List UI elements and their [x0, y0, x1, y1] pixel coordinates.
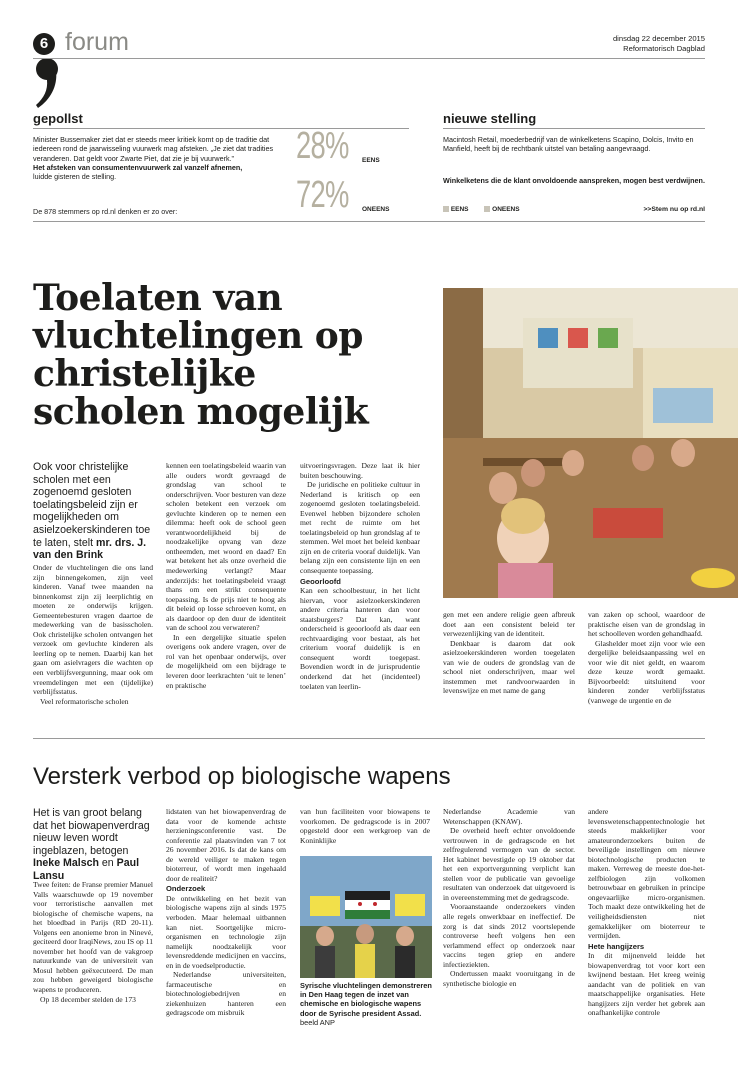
new-statement-intro: Macintosh Retail, moederbedrijf van de winkelketens Scapino, Dolcis, Invito en Manfield, heeft bij de rechtbank uitstel van betaling aangevraagd.	[443, 135, 694, 154]
header-newspaper: Reformatorisch Dagblad	[623, 44, 705, 53]
legend-disagree: ONEENS	[492, 206, 520, 213]
poll-statement: Het afsteken van consumentenvuurwerk zal vanzelf afnemen,	[33, 162, 243, 172]
classroom-photo	[443, 288, 738, 598]
article2-col5: andere levenswetenschappentechnologie het steeds makkelijker voor amateuronderzoekers buiten de beveiligde instellingen om nieuwe biotechnologische producten te maken. Verreweg de meeste doe-het-zelfbiologen zijn volkomen betrouwbaar en gebruiken in principe ongevaarlijke micro-organismen. Toch maakt deze ontwikkeling het de veiligheidsdiensten niet gemakkelijker om bioterreur te vermijden. Hete hangijzers In dit mijnenveld leidde het biowapenverdrag tot voor kort een kwijnend bestaan. Het kreeg weinig aandacht van de politiek en van maatschappelijke organisaties. Hete hangijzers zijn verder het gebrek aan onafhankelijke controle	[588, 807, 705, 1018]
article2-headline: Versterk verbod op biologische wapens	[33, 763, 451, 790]
new-statement-text: Winkelketens die de klant onvoldoende aanspreken, mogen best verdwijnen.	[443, 176, 705, 185]
legend-disagree-swatch	[484, 206, 490, 212]
article2-col3: van hun faciliteiten voor biowapens te voorkomen. De gedragscode is in 2007 opgesteld door een werkgroep van de Koninklijke	[300, 807, 430, 845]
photo-caption-text: Syrische vluchtelingen demonstreren in Den Haag tegen de inzet van chemische en biologische wapens door de Syrische president Assad.	[300, 981, 432, 1018]
header-date: dinsdag 22 december 2015	[612, 34, 705, 43]
poll-intro: Minister Bussemaker ziet dat er steeds meer kritiek komt op de traditie dat iedereen rond de jaarwisseling vuurwerk mag afsteken. „Je ziet dat tradities veranderen. Dat geldt voor Zwarte Piet, dat zie je bij vuurwerk.” Het afsteken van consumentenvuurwerk zal vanzelf afnemen, luidde gisteren de stelling.	[33, 135, 274, 182]
photo-caption	[300, 981, 432, 1027]
article2-author1: Ineke Malsch	[33, 857, 99, 870]
article2-col4: Nederlandse Academie van Wetenschappen (KNAW). De overheid heeft echter onvoldoende vertrouwen in de gedragscode en het zelfregulerend vermogen van de sector. Het kabinet bevestigde op 19 oktober dat het een exportvergunning verplicht kan stellen voor de publicatie van gevoelige resultaten van onderzoek dat uitgevoerd is in overeenstemming met de gedragscode. Vooraanstaande onderzoekers vinden alle regels onwerkbaar en ineffectief. De zorg is dat sinds 2012 voortslepende controverse heeft volgens hen een verlammend effect op onderzoek naar vaccins tegen griep en andere infectieziekten. Ondertussen maakt vooruitgang in de synthetische biologie en	[443, 807, 575, 988]
vote-legend	[443, 206, 520, 213]
new-statement-title: nieuwe stelling	[443, 111, 537, 126]
article1-lead: Ook voor christelijke scholen met een zogenoemd gesloten toelatingsbeleid zijn er mogelijkheden om asielzoekerskinderen toe te laten, stelt mr. drs. J. van den Brink	[33, 461, 151, 562]
new-statement-rule	[443, 128, 705, 129]
page-number: 6	[39, 35, 49, 52]
page-number-badge	[33, 33, 55, 55]
header-rule	[33, 58, 705, 59]
article1-col3: uitvoeringsvragen. Deze laat ik hier buiten beschouwing. De juridische en politieke cultuur in Nederland is kritisch op een zogenoemd gesloten toelatingsbeleid. Evenwel hebben bijzondere scholen met recht de ruimte om het toelatingsbeleid op hun grondslag af te stemmen. Wel moet het beleid kenbaar zijn en de criteria vooraf duidelijk. Van belang zijn een consistente lijn en een consequente toepassing. Geoorloofd Kan een schoolbestuur, in het licht hiervan, voor asielzoekerskinderen andere criteria hanteren dan voor staatsburgers? Dat kan, want onderscheid is geoorloofd als daar een rechtvaardiging voor bestaat, als het criterium vooraf duidelijk is en consequent wordt toegepast. Bovendien wordt in de jurisprudentie onderkend dat het (incidenteel) toelaten van leerlin-	[300, 461, 420, 691]
article2-subhead-2: Hete hangijzers	[588, 941, 645, 951]
article1-subhead: Geoorloofd	[300, 576, 341, 586]
article1-headline: Toelaten van vluchtelingen op christelijke scholen mogelijk	[33, 277, 369, 433]
poll-agree-label: EENS	[362, 157, 380, 164]
poll-disagree-label: ONEENS	[362, 206, 390, 213]
vote-link[interactable]: >>Stem nu op rd.nl	[643, 206, 705, 213]
article1-col4: gen met een andere religie geen afbreuk doet aan een consistent beleid ter verwezenlijking van de identiteit. Denkbaar is daarom dat ook asielzoekerskinderen worden toegelaten van wie de ouders de grondslag van de school niet onderschrijven, maar wel instemmen met randvoorwaarden in levenswijze en met name de gang	[443, 610, 575, 696]
poll-bottom-rule	[33, 221, 705, 222]
legend-agree-swatch	[443, 206, 449, 212]
article-divider	[33, 738, 705, 739]
poll-disagree-percent: 72%	[296, 174, 349, 216]
poll-rule	[33, 128, 409, 129]
article2-col1: Twee feiten: de Franse premier Manuel Valls waarschuwde op 19 november voor terroristische aanvallen met biologische of chemische wapens, na het bloedbad in Parijs (RD 20-11). Volgens een anonieme bron in Ninevé, geciteerd door IraqiNews, zou IS op 11 november het hoofd van de vakgroep natuurkunde van de universiteit van Mosul hebben geëxecuteerd. De man zou hebben geweigerd biologische wapens te produceren. Op 18 december stelden de 173	[33, 880, 153, 1004]
article2-lead: Het is van groot belang dat het biowapenverdrag nieuw leven wordt ingeblazen, betogen Ineke Malsch en Paul Lansu	[33, 807, 150, 882]
article1-col2: kennen een toelatingsbeleid waarin van alle ouders wordt gevraagd de grondslag van school te onderschrijven. Voor besturen van deze scholen betekent een verzoek om gevluchte kinderen op te nemen een dilemma: heeft ook de school geen verantwoordelijkheid bij de noodzakelijke opvang van deze ontheemden, met woord en daad? En wat betekent het als onze overheid die medewerking verlangt? Maar anderzijds: het toelatingsbeleid vraagt thans om een strikt consequente toepassing. Is de prijs niet te hoog als dit beleid op losse schroeven komt, en als daardoor op den duur de identiteit van de school zou verwateren? In een dergelijke situatie spelen overigens ook andere vragen, over de rol van het openbaar onderwijs, over de mogelijkheid om een bijdrage te leveren door leerkrachten ‘uit te lenen’ en praktische	[166, 461, 286, 690]
poll-statement-rest: luidde gisteren de stelling.	[33, 172, 117, 182]
poll-voters: De 878 stemmers op rd.nl denken er zo over:	[33, 207, 178, 216]
section-title: forum	[65, 28, 129, 56]
article1-col5: van zaken op school, waardoor de praktische eisen van de grondslag in het schoolleven worden gehandhaafd. Glashelder moet zijn voor wie een dergelijke beleidsaanpassing wel en voor wie dit niet geldt, en waarom deze keuze wordt gemaakt. Bijvoorbeeld: uitsluitend voor kinderen zonder verblijfsstatus (vanwege de urgentie en de	[588, 610, 705, 705]
protest-photo	[300, 856, 432, 978]
poll-title: gepollst	[33, 111, 83, 126]
article1-col1: Onder de vluchtelingen die ons land zijn binnengekomen, zijn veel kinderen. Vanaf twee maanden na binnenkomst zijn zij leerplichtig en moeten ze onderwijs krijgen. Gemeentebesturen vragen daartoe de medewerking van de basisscholen. Ook christelijke scholen ontvangen het verzoek om gevluchte kinderen als leerling op te nemen. Daarbij kan het gaan om asielvragers die wachten op een verblijfsvergunning, maar ook om vreemdelingen met een (tijdelijke) verblijfsstatus. Veel reformatorische scholen	[33, 563, 153, 706]
article1-author: mr. drs. J. van den Brink	[33, 536, 147, 562]
article2-subhead-1: Onderzoek	[166, 884, 206, 894]
photo-credit: beeld ANP	[300, 1017, 335, 1027]
legend-agree: EENS	[450, 206, 469, 213]
article2-author2: Paul Lansu	[33, 857, 140, 882]
comma-logo-icon	[34, 58, 60, 110]
poll-agree-percent: 28%	[296, 125, 349, 167]
article2-col2: lidstaten van het biowapenverdrag de data voor de komende achtste herzieningsconferentie vast. De conferentie zal plaatsvinden van 7 tot 26 november 2016. Is dat de kans om de wereld veiliger te maken tegen bioterreur, of wordt men ingehaald door de realiteit? Onderzoek De ontwikkeling en het bezit van biologische wapens zijn al sinds 1975 verboden. Maar helemaal uitbannen kan niet. Soortgelijke micro-organismen en technologie zijn namelijk noodzakelijk voor levensreddende medicijnen en vaccins, en in de voedselproductie. Nederlandse universiteiten, farmaceutische en biotechnologiebedrijven en ziekenhuizen hanteren een gedragscode om misbruik	[166, 807, 286, 1018]
